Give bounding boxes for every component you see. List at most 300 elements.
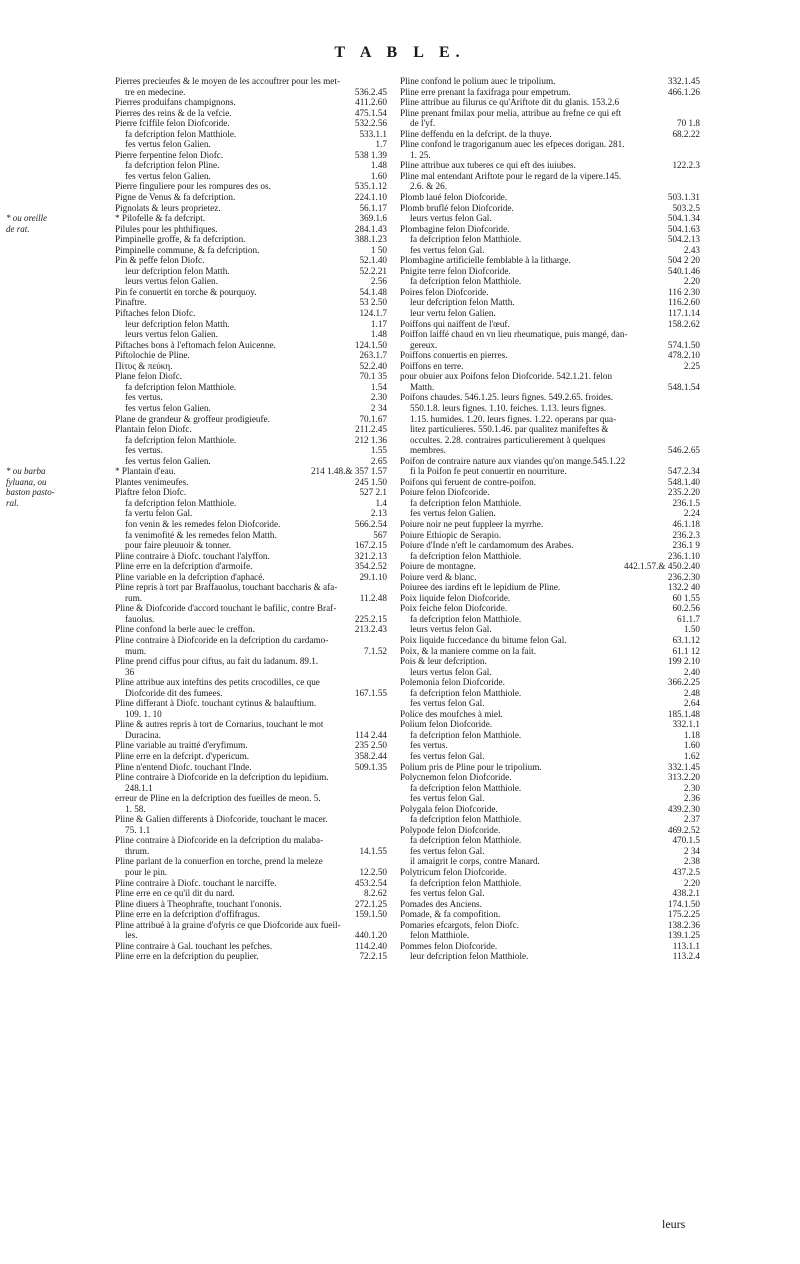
index-entry: [400, 508, 700, 519]
entry-text: 2.6. & 26.: [410, 181, 448, 192]
entry-text: Polytricum felon Diofcoride.: [400, 867, 507, 878]
page-reference: 8.2.62: [364, 888, 387, 899]
page-reference: 72.2.15: [359, 951, 387, 962]
index-entry: [115, 856, 387, 867]
index-entry: [115, 593, 387, 604]
index-entry: [115, 487, 387, 498]
index-entry: [400, 582, 700, 593]
entry-text: fes vertus.: [125, 392, 163, 403]
page-reference: 122.2.3: [672, 160, 700, 171]
index-entry: [115, 498, 387, 509]
entry-text: Pin & peffe felon Diofc.: [115, 255, 205, 266]
page-reference: 199 2.10: [667, 656, 700, 667]
page-reference: 369.1.6: [359, 213, 387, 224]
index-entry: [115, 951, 387, 962]
entry-text: Pline confond la berle auec le creffon.: [115, 624, 255, 635]
index-entry: [115, 878, 387, 889]
index-entry: [400, 129, 700, 140]
index-entry: [115, 139, 387, 150]
index-entry: [400, 371, 700, 382]
entry-text: Pline contraire à Diofcoride en la defcription du cardamo-: [115, 634, 329, 645]
index-entry: [115, 76, 387, 87]
margin-note: ral.: [6, 498, 19, 508]
entry-text: litez particulieres. 550.1.46. par qualitez manifeftes &: [410, 424, 609, 435]
page-reference: 2.48: [683, 687, 700, 698]
margin-note: fyluana, ou: [6, 476, 47, 487]
entry-text: fa defcription felon Matthiole.: [410, 234, 522, 245]
page-reference: 567: [373, 529, 387, 540]
entry-text: rum.: [125, 592, 143, 603]
index-entry: [115, 224, 387, 235]
index-entry: [115, 340, 387, 351]
page-reference: 2.43: [683, 244, 700, 255]
entry-text: 248.1.1: [125, 782, 153, 793]
index-entry: [115, 519, 387, 530]
index-entry: [400, 414, 700, 425]
page-reference: 1.50: [683, 624, 700, 635]
index-entry: [400, 793, 700, 804]
entry-text: Poiuree des iardins eft le lepidium de Pline.: [400, 582, 561, 593]
index-entry: [400, 382, 700, 393]
page-reference: 437.2.5: [672, 867, 700, 878]
page-reference: 358.2.44: [354, 751, 387, 761]
page-reference: 236.1.5: [672, 497, 700, 508]
entry-text: fa defcription felon Matthiole.: [125, 434, 237, 445]
index-entry: [400, 329, 700, 340]
index-entry: [400, 762, 700, 773]
page-reference: 1.62: [683, 751, 700, 761]
index-entry: [400, 340, 700, 351]
page-reference: 538 1.39: [354, 149, 387, 160]
page-reference: 236.2.30: [667, 571, 700, 582]
index-entry: [400, 171, 700, 182]
page-reference: 54.1.48: [359, 286, 387, 297]
index-entry: [400, 445, 700, 456]
entry-text: leur vertu felon Galien.: [410, 308, 496, 319]
entry-text: 109. 1. 10: [125, 708, 162, 719]
index-entry: [400, 319, 700, 330]
page-reference: 2.37: [683, 814, 700, 825]
page-reference: 2.13: [370, 508, 387, 519]
index-entry: [115, 192, 387, 203]
page-reference: 388.1.23: [354, 234, 387, 245]
entry-text: fes vertus felon Gal.: [410, 698, 485, 709]
index-entry: [115, 899, 387, 910]
entry-text: Plomb laué felon Diofcoride.: [400, 192, 508, 203]
entry-text: Πίτυς & πεύκη.: [115, 360, 173, 371]
entry-text: leurs vertus felon Galien.: [125, 329, 218, 340]
entry-text: Pline & Galien differents à Diofcoride, touchant le macer.: [115, 814, 328, 825]
index-entry: [115, 572, 387, 583]
index-entry: [115, 477, 387, 488]
entry-text: Poix feiche felon Diofcoride.: [400, 603, 508, 614]
index-entry: [400, 87, 700, 98]
index-entry: [400, 867, 700, 878]
entry-text: Pignolats & leurs proprietez.: [115, 202, 221, 213]
entry-text: Polium felon Diofcoride.: [400, 719, 493, 730]
index-entry: [115, 783, 387, 794]
index-entry: [400, 118, 700, 129]
page-reference: 114.2.40: [355, 940, 387, 951]
page-reference: 124.1.7: [359, 308, 387, 319]
index-entry: [115, 930, 387, 941]
entry-text: leurs vertus felon Gal.: [410, 624, 492, 635]
entry-text: 550.1.8. leurs fignes. 1.10. feiches. 1.13. leurs fignes.: [410, 402, 607, 413]
index-entry: [115, 266, 387, 277]
index-entry: [400, 139, 700, 150]
page-reference: 2.25: [683, 360, 700, 371]
page-reference: 2.40: [683, 666, 700, 677]
entry-text: 75. 1.1: [125, 824, 151, 835]
page-reference: 547.2.34: [667, 466, 700, 477]
index-entry: [400, 603, 700, 614]
entry-text: Poifons chaudes. 546.1.25. leurs fignes. 549.2.65. froides.: [400, 392, 614, 403]
page-reference: 1.55: [370, 445, 387, 456]
index-entry: [400, 899, 700, 910]
entry-text: Poiure felon Diofcoride.: [400, 487, 490, 498]
index-entry: [400, 888, 700, 899]
entry-text: thrum.: [125, 845, 150, 856]
page-reference: 263.1.7: [359, 350, 387, 361]
index-entry: [400, 498, 700, 509]
page-reference: 2.30: [370, 392, 387, 403]
page-reference: 61.1.7: [677, 613, 700, 624]
index-entry: [400, 920, 700, 931]
page-reference: 2.36: [683, 793, 700, 804]
page-reference: 224.1.10: [354, 192, 387, 203]
index-entry: [400, 150, 700, 161]
index-entry: [400, 719, 700, 730]
entry-text: Poiffon laiffé chaud en vn lieu rheumatique, puis mangé, dan-: [400, 329, 628, 340]
entry-text: fa venimofité & les remedes felon Matth.: [125, 529, 277, 540]
page-reference: 532.2.56: [354, 118, 387, 129]
entry-text: fa defcription felon Matthiole.: [410, 550, 522, 561]
page-reference: 2 34: [683, 845, 700, 856]
index-entry: [115, 551, 387, 562]
index-entry: [400, 97, 700, 108]
index-entry: [115, 234, 387, 245]
index-entry: [400, 646, 700, 657]
entry-text: Pline contraire à Diofc. touchant le narciffe.: [115, 877, 277, 888]
entry-text: Pline erre en la defcription du peuplier.: [115, 951, 259, 962]
index-entry: [400, 530, 700, 541]
index-entry: [115, 171, 387, 182]
entry-text: Plane felon Diofc.: [115, 371, 183, 382]
index-entry: [400, 667, 700, 678]
entry-text: fa defcription felon Matthiole.: [410, 497, 522, 508]
entry-text: Polemonia felon Diofcoride.: [400, 677, 505, 688]
index-entry: [400, 635, 700, 646]
entry-text: Pline deffendu en la defcript. de la thuye.: [400, 128, 552, 139]
entry-text: Pline & autres repris à tort de Cornarius, touchant le mot: [115, 719, 324, 730]
index-entry: [115, 888, 387, 899]
index-entry: [115, 382, 387, 393]
entry-text: fa vertu felon Gal.: [125, 508, 193, 519]
entry-text: Poix liquide fuccedance du bitume felon Gal.: [400, 634, 567, 645]
entry-text: Pline attribue aux inteftins des petits crocodilles, ce que: [115, 677, 320, 688]
index-entry: [400, 846, 700, 857]
index-entry: [400, 297, 700, 308]
index-entry: [115, 814, 387, 825]
entry-text: il amaigrit le corps, contre Manard.: [410, 856, 540, 867]
page-reference: 2.24: [683, 508, 700, 519]
page-reference: 113.2.4: [672, 951, 700, 962]
entry-text: Poix liquide felon Diofcoride.: [400, 592, 511, 603]
index-entry: [400, 487, 700, 498]
index-entry: [400, 593, 700, 604]
index-entry: [115, 646, 387, 657]
page-reference: 470.1.5: [672, 835, 700, 846]
entry-text: Polium pris de Pline pour le tripolium.: [400, 761, 542, 772]
entry-text: de l'yf.: [410, 118, 436, 129]
page-reference: 61.1 12: [672, 645, 700, 656]
entry-text: Pline contraire à Diofcoride en la defcription du malaba-: [115, 835, 324, 846]
page-reference: 1.60: [683, 740, 700, 751]
entry-text: Pline differant à Diofc. touchant cytinus & balauftium.: [115, 698, 317, 709]
entry-text: Pline variable en la defcription d'aphacé.: [115, 571, 265, 582]
entry-text: * Pilofelle & fa defcript.: [115, 213, 206, 224]
entry-text: Pin fe conuertit en torche & pourquoy.: [115, 286, 257, 297]
index-entry: [400, 456, 700, 467]
index-entry: [115, 667, 387, 678]
entry-text: Plomb bruflé felon Diofcoride.: [400, 202, 514, 213]
entry-text: Pline diuers à Theophrafte, touchant l'ononis.: [115, 898, 282, 909]
page-reference: 411.2.60: [355, 97, 387, 108]
page-reference: 11.2.48: [359, 592, 387, 603]
index-entry: [115, 920, 387, 931]
entry-text: pour le pin.: [125, 867, 168, 878]
entry-text: Poiure noir ne peut fuppleer la myrrhe.: [400, 518, 544, 529]
page-reference: 332.1.45: [667, 761, 700, 772]
index-entry: [115, 941, 387, 952]
index-entry: [400, 519, 700, 530]
page-reference: 503.2.5: [672, 202, 700, 213]
index-entry: [115, 424, 387, 435]
index-entry: [400, 361, 700, 372]
index-entry: [400, 656, 700, 667]
page-reference: 235.2.20: [667, 487, 700, 498]
index-entry: [400, 287, 700, 298]
entry-text: Pline variable au traitté d'eryfimum.: [115, 740, 248, 751]
page-reference: 52.2.40: [359, 360, 387, 371]
page-reference: 139.1.25: [667, 930, 700, 941]
page-reference: 504.1.63: [667, 223, 700, 234]
entry-text: fa defcription felon Matthiole.: [410, 782, 522, 793]
entry-text: fa defcription felon Matthiole.: [410, 613, 522, 624]
page-reference: 117.1.14: [668, 308, 700, 319]
page-reference: 14.1.55: [359, 845, 387, 856]
page-reference: 167.2.15: [354, 540, 387, 551]
entry-text: Polycnemon felon Diofcoride.: [400, 772, 512, 783]
entry-text: membres.: [410, 445, 446, 456]
page-reference: 212 1.36: [354, 434, 387, 445]
page-reference: 1.60: [370, 170, 387, 181]
index-entry: [115, 835, 387, 846]
index-entry: [115, 635, 387, 646]
page-reference: 504.2.13: [667, 234, 700, 245]
index-entry: [115, 392, 387, 403]
index-entry: [400, 878, 700, 889]
entry-text: tre en medecine.: [125, 86, 186, 97]
entry-text: Pline confond le tragoriganum auec les efpeces dorigan. 281.: [400, 139, 625, 150]
entry-text: Plombagine artificielle femblable à la litharge.: [400, 255, 571, 266]
index-entry: [115, 108, 387, 119]
page-reference: 366.2.25: [667, 677, 700, 688]
entry-text: Plantain felon Diofc.: [115, 424, 192, 435]
page-reference: 70 1.8: [677, 118, 700, 129]
index-entry: [400, 930, 700, 941]
page-reference: 174.1.50: [667, 898, 700, 909]
page-reference: 478.2.10: [667, 350, 700, 361]
entry-text: Pimpinelle commune, & fa defcription.: [115, 244, 260, 255]
entry-text: Pomade, & fa compofition.: [400, 909, 501, 920]
index-entry: [400, 108, 700, 119]
margin-note: de rat.: [6, 223, 30, 234]
entry-text: Poix, & la maniere comme on la fait.: [400, 645, 536, 656]
index-entry: [115, 730, 387, 741]
entry-text: fa defcription felon Matthiole.: [125, 497, 237, 508]
page-reference: 535.1.12: [354, 181, 387, 192]
entry-text: leurs vertus felon Galien.: [125, 276, 218, 287]
index-entry: [400, 424, 700, 435]
index-entry: [115, 87, 387, 98]
page-reference: 504.1.34: [667, 213, 700, 224]
page-reference: 138.2.36: [667, 919, 700, 930]
page-reference: 235 2.50: [354, 740, 387, 751]
page-reference: 503.1.31: [667, 192, 700, 203]
entry-text: fa defcription felon Matthiole.: [410, 835, 522, 846]
entry-text: Poifons qui feruent de contre-poifon.: [400, 476, 536, 487]
entry-text: fes vertus felon Gal.: [410, 793, 485, 804]
entry-text: Poifon de contraire nature aux viandes qu'on mange.545.1.22: [400, 455, 626, 466]
index-entry: [115, 319, 387, 330]
page-reference: 566.2.54: [354, 518, 387, 529]
page-reference: 536.2.45: [354, 86, 387, 97]
entry-text: Poiure Ethiopic de Serapio.: [400, 529, 502, 540]
page-reference: 546.2.65: [667, 445, 700, 456]
index-entry: [400, 909, 700, 920]
index-entry: [400, 614, 700, 625]
entry-text: mum.: [125, 645, 147, 656]
page-reference: 453.2.54: [354, 877, 387, 888]
page-reference: 574.1.50: [667, 339, 700, 350]
entry-text: Pline erre en la defcription d'armoife.: [115, 561, 253, 572]
page-reference: 439.2.30: [667, 803, 700, 814]
index-entry: [115, 603, 387, 614]
page-reference: 245 1.50: [354, 476, 387, 487]
entry-text: Pline attribué à la graine d'ofyris ce que Diofcoride aux fueil-: [115, 919, 341, 930]
page-reference: 68.2.22: [672, 128, 700, 139]
index-entry: [115, 445, 387, 456]
page-reference: 114 2.44: [355, 729, 387, 740]
entry-text: Pline confond le polium auec le tripolium.: [400, 76, 556, 86]
index-entry: [400, 624, 700, 635]
page-reference: 2.20: [683, 877, 700, 888]
entry-text: les.: [125, 930, 138, 941]
index-entry: [115, 740, 387, 751]
page-reference: 533.1.1: [359, 128, 387, 139]
page-reference: 56.1.17: [359, 202, 387, 213]
entry-text: Piftolochie de Pline.: [115, 350, 190, 361]
page-reference: 332.1.45: [667, 76, 700, 86]
entry-text: Plane de grandeur & groffeur prodigieufe.: [115, 413, 270, 424]
page-reference: 540.1.46: [667, 265, 700, 276]
index-entry: [115, 688, 387, 699]
entry-text: occultes. 2.28. contraires particulierement à quelques: [410, 434, 606, 445]
entry-text: leurs vertus felon Gal.: [410, 666, 492, 677]
entry-text: fa defcription felon Pline.: [125, 160, 220, 171]
index-entry: [115, 677, 387, 688]
index-entry: [400, 76, 700, 87]
page-reference: 1.7: [375, 139, 387, 150]
entry-text: pour obuier aux Poifons felon Diofcoride. 542.1.21. felon: [400, 371, 613, 382]
page-reference: 52.1.40: [359, 255, 387, 266]
entry-text: felon Matthiole.: [410, 930, 470, 941]
page-reference: 213.2.43: [354, 624, 387, 635]
entry-text: Pline erre en la defcript. d'ypericum.: [115, 751, 250, 761]
page-reference: 1.4: [375, 497, 387, 508]
page-reference: 214 1.48.& 357 1.57: [310, 466, 387, 477]
index-entry: [115, 371, 387, 382]
page-reference: 1.17: [370, 318, 387, 329]
index-entry: [400, 772, 700, 783]
index-entry: [115, 160, 387, 171]
page-reference: 70.1.67: [359, 413, 387, 424]
index-entry: [400, 835, 700, 846]
index-entry: [115, 466, 387, 477]
page-reference: 313.2.20: [667, 772, 700, 783]
index-entry: [115, 698, 387, 709]
entry-text: Pline contraire à Diofc. touchant l'alyffon.: [115, 550, 270, 561]
entry-text: pour faire pleuuoir & tonner.: [125, 540, 231, 551]
index-entry: [115, 203, 387, 214]
entry-text: leurs vertus felon Gal.: [410, 213, 492, 224]
page-reference: 53 2.50: [359, 297, 387, 308]
index-entry: [400, 561, 700, 572]
page-reference: 225.2.15: [354, 613, 387, 624]
entry-text: gereux.: [410, 339, 438, 350]
index-entry: [400, 941, 700, 952]
entry-text: Pnigite terre felon Diofcoride.: [400, 265, 511, 276]
entry-text: Pierre fciffile felon Diofcoride.: [115, 118, 230, 129]
entry-text: fa defcription felon Matthiole.: [125, 128, 237, 139]
index-entry: [400, 709, 700, 720]
margin-note: * ou oreille: [6, 213, 48, 224]
entry-text: Pline mal entendant Ariftote pour le regard de la vipere.145.: [400, 170, 622, 181]
index-entry: [400, 435, 700, 446]
entry-text: Pline n'entend Diofc. touchant l'Inde.: [115, 761, 252, 772]
entry-text: Police des moufches à miel.: [400, 708, 503, 719]
entry-text: 1.15. humides. 1.20. leurs fignes. 1.22. operans par qua-: [410, 413, 617, 424]
page-reference: 2 34: [370, 402, 387, 413]
page-reference: 236.2.3: [672, 529, 700, 540]
index-entry: [115, 508, 387, 519]
index-entry: [115, 846, 387, 857]
index-entry: [115, 287, 387, 298]
index-entry: [115, 435, 387, 446]
index-entry: [115, 909, 387, 920]
page-reference: 1.48: [370, 160, 387, 171]
index-entry: [115, 361, 387, 372]
page-reference: 63.1.12: [672, 634, 700, 645]
page-reference: 354.2.52: [354, 561, 387, 572]
index-entry: [400, 234, 700, 245]
page-reference: 440.1.20: [354, 930, 387, 941]
index-entry: [115, 97, 387, 108]
index-entry: [400, 698, 700, 709]
page-reference: 1.18: [683, 729, 700, 740]
entry-text: Poiffons en terre.: [400, 360, 464, 371]
